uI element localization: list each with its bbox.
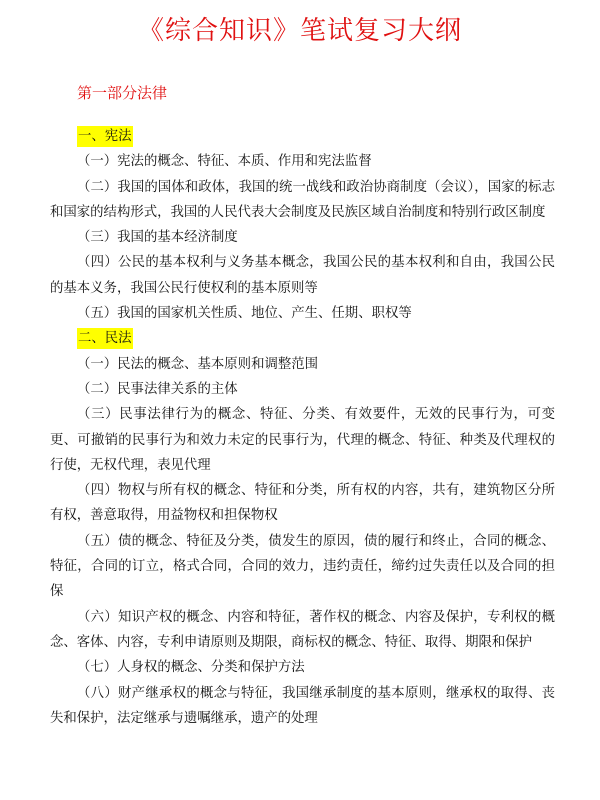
section-heading-text: 一、宪法 [77, 126, 133, 147]
part-title: 第一部分法律 [77, 84, 168, 102]
outline-item: （一）民法的概念、基本原则和调整范围 [77, 356, 319, 372]
outline-item: （二）我国的国体和政体，我国的统一战线和政治协商制度（会议），国家的标志和国家的结构形式，我国的人民代表大会制度及民族区域自治制度和特别行政区制度 [50, 179, 555, 220]
outline-item: （四）物权与所有权的概念、特征和分类，所有权的内容，共有，建筑物区分所有权，善意取得，用益物权和担保物权 [50, 483, 555, 524]
outline-item: （四）公民的基本权利与义务基本概念，我国公民的基本权利和自由，我国公民的基本义务，我国公民行使权利的基本原则等 [50, 255, 555, 296]
outline-item: （五）债的概念、特征及分类，债发生的原因，债的履行和终止，合同的概念、特征，合同的订立，格式合同，合同的效力，违约责任，缔约过失责任以及合同的担保 [50, 533, 555, 600]
outline-item: （七）人身权的概念、分类和保护方法 [77, 660, 305, 676]
outline-item: （三）我国的基本经济制度 [77, 230, 238, 246]
outline-content [50, 124, 555, 731]
outline-item: （五）我国的国家机关性质、地位、产生、任期、职权等 [77, 306, 412, 322]
section-heading-constitution [50, 124, 555, 149]
outline-item: （一）宪法的概念、特征、本质、作用和宪法监督 [77, 154, 372, 170]
outline-item: （八）财产继承权的概念与特征，我国继承制度的基本原则，继承权的取得、丧失和保护，法定继承与遗嘱继承，遗产的处理 [50, 685, 555, 726]
outline-item: （二）民事法律关系的主体 [77, 381, 238, 397]
outline-item: （六）知识产权的概念、内容和特征，著作权的概念、内容及保护，专利权的概念、客体、内容，专利申请原则及期限，商标权的概念、特征、取得、期限和保护 [50, 609, 555, 650]
outline-item: （三）民事法律行为的概念、特征、分类、有效要件，无效的民事行为，可变更、可撤销的民事行为和效力未定的民事行为，代理的概念、特征、种类及代理权的行使，无权代理，表见代理 [50, 407, 555, 473]
section-heading-text: 二、民法 [77, 328, 133, 349]
document-title: 《综合知识》笔试复习大纲 [137, 16, 462, 46]
section-heading-civil-law [50, 326, 555, 351]
